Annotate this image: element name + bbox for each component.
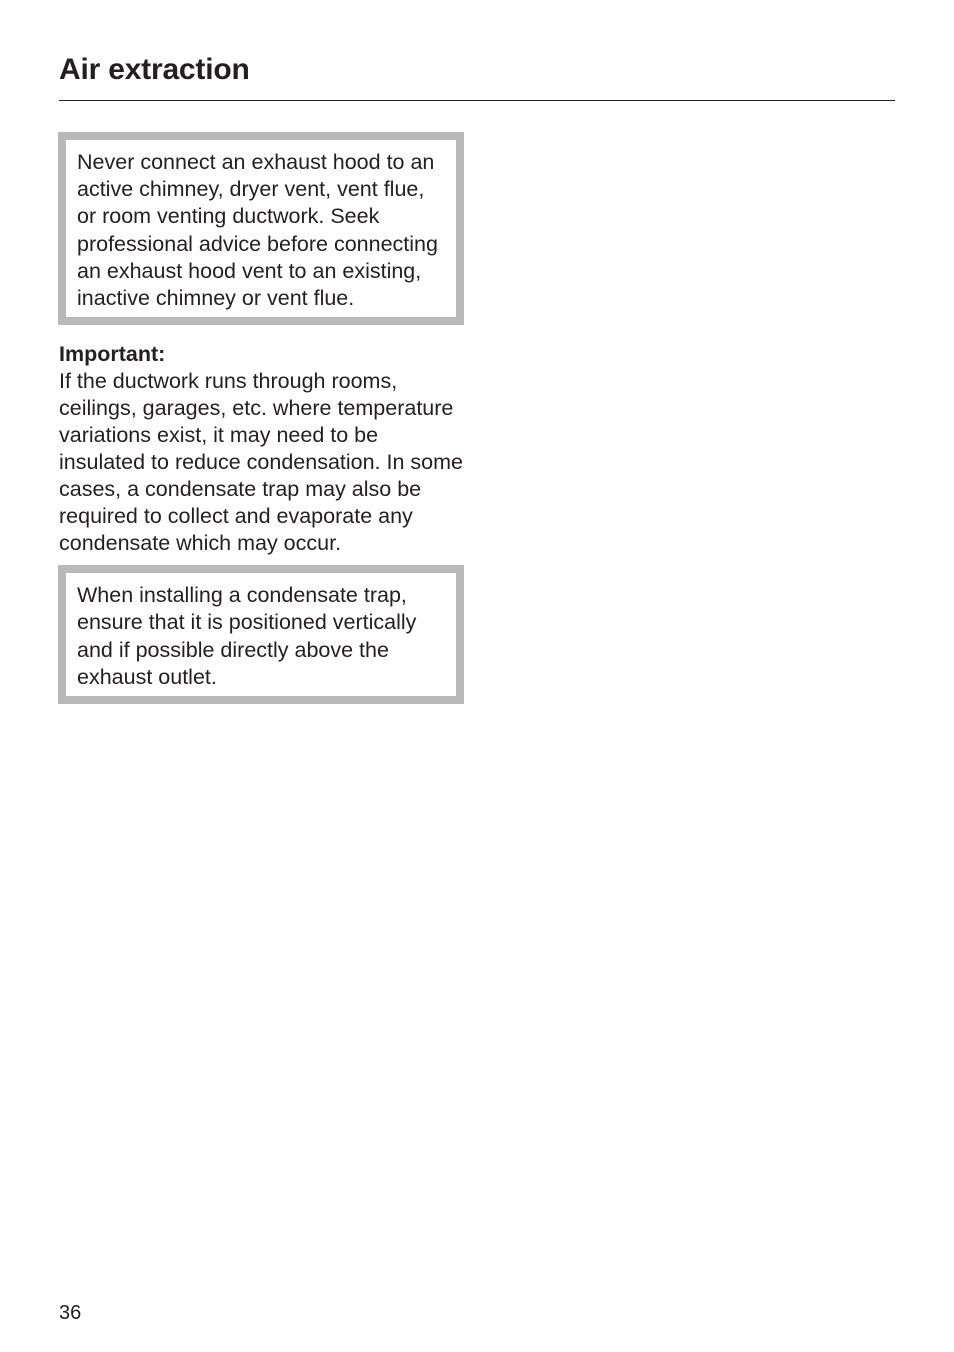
warning-box-chimney (58, 132, 464, 325)
page-title: Air extraction (59, 53, 250, 86)
warning-box-condensate-trap (58, 565, 464, 704)
warning-text-condensate-trap: When installing a condensate trap, ensure that it is positioned vertically and if possible directly above the exhaust outlet. (77, 583, 417, 689)
page-number: 36 (59, 1302, 82, 1324)
warning-text-chimney: Never connect an exhaust hood to an active chimney, dryer vent, vent flue, or room venting ductwork. Seek professional advice before connecting an exhaust hood vent to an existing, inactive chimney or vent flue. (77, 150, 438, 311)
important-note (58, 341, 464, 557)
important-body: If the ductwork runs through rooms, ceilings, garages, etc. where temperature variations exist, it may need to be insulated to reduce condensation. In some cases, a condensate trap may also be required to collect and evaporate any condensate which may occur. (59, 369, 463, 556)
title-divider (59, 100, 895, 101)
important-heading: Important: (59, 342, 166, 367)
main-column (58, 132, 464, 704)
